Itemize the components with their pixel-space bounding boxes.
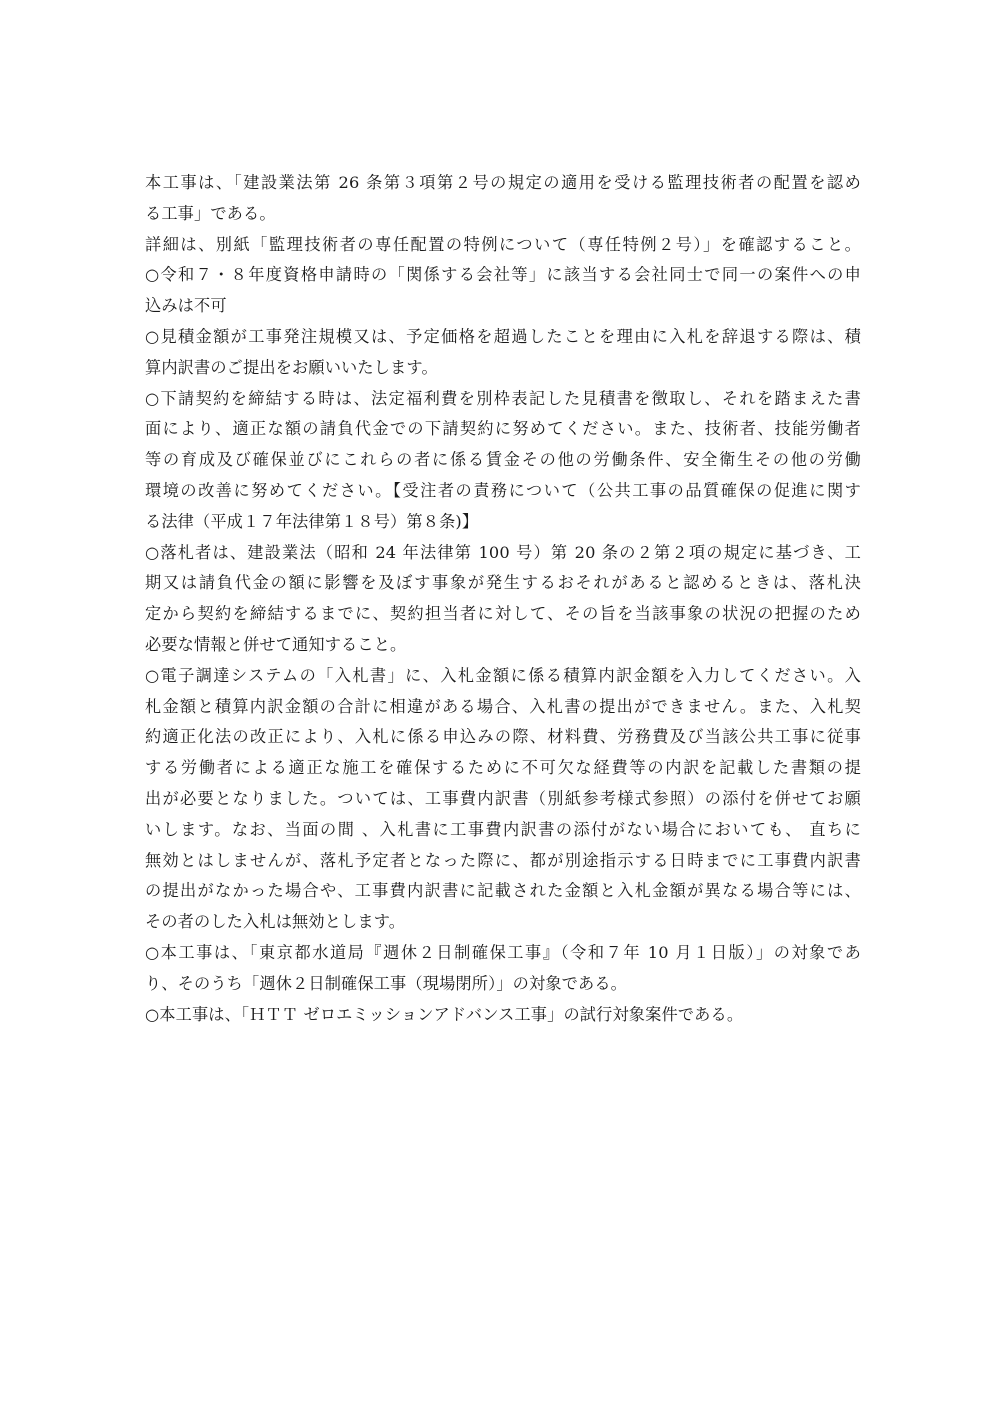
text-line: の提出がなかった場合や、工事費内訳書に記載された金額と入札金額が異なる場合等には、 — [145, 881, 861, 901]
text-line: 算内訳書のご提出をお願いいたします。 — [145, 357, 438, 377]
text-line: ○見積金額が工事発注規模又は、予定価格を超過したことを理由に入札を辞退する際は、積 — [145, 326, 861, 346]
text-line: ○本工事は、「東京都水道局『週休２日制確保工事』（令和７年 10 月１日版）」の対象であ — [145, 942, 861, 962]
text-line: 込みは不可 — [145, 296, 227, 316]
text-line: 等の育成及び確保並びにこれらの者に係る賃金その他の労働条件、安全衛生その他の労働 — [145, 450, 861, 470]
text-line: 期又は請負代金の額に影響を及ぼす事象が発生するおそれがあると認めるときは、落札決 — [145, 573, 861, 593]
text-line: ○下請契約を締結する時は、法定福利費を別枠表記した見積書を徴取し、それを踏まえた書 — [145, 388, 861, 408]
text-line: ○本工事は、「ＨＴＴ ゼロエミッションアドバンス工事」の試行対象案件である。 — [145, 1004, 744, 1024]
text-line: 約適正化法の改正により、入札に係る申込みの際、材料費、労務費及び当該公共工事に従事 — [145, 727, 861, 747]
text-line: 出が必要となりました。ついては、工事費内訳書（別紙参考様式参照）の添付を併せてお願 — [145, 788, 861, 808]
text-line: する労働者による適正な施工を確保するために不可欠な経費等の内訳を記載した書類の提 — [145, 758, 861, 778]
text-line: ○電子調達システムの「入札書」に、入札金額に係る積算内訳金額を入力してください。入 — [145, 665, 861, 685]
text-line: ○令和７・８年度資格申請時の「関係する会社等」に該当する会社同士で同一の案件への申 — [145, 265, 861, 285]
text-line: いします。なお、当面の間 、入札書に工事費内訳書の添付がない場合においても、 直ちに — [145, 819, 861, 839]
text-line: 面により、適正な額の請負代金での下請契約に努めてください。また、技術者、技能労働者 — [145, 419, 861, 439]
text-line: 無効とはしませんが、落札予定者となった際に、都が別途指示する日時までに工事費内訳書 — [145, 850, 861, 870]
text-line: 詳細は、別紙「監理技術者の専任配置の特例について（専任特例２号）」を確認すること。 — [145, 234, 861, 254]
text-line: る法律（平成１７年法律第１８号）第８条)】 — [145, 511, 479, 531]
text-line: 定から契約を締結するまでに、契約担当者に対して、その旨を当該事象の状況の把握のため — [145, 604, 861, 624]
text-line: 必要な情報と併せて通知すること。 — [145, 634, 407, 654]
text-line: 本工事は、「建設業法第 26 条第３項第２号の規定の適用を受ける監理技術者の配置を認め — [145, 173, 861, 192]
text-line: る工事」である。 — [145, 203, 276, 223]
text-line: 環境の改善に努めてください。【受注者の責務について（公共工事の品質確保の促進に関す — [145, 480, 861, 500]
text-line: その者のした入札は無効とします。 — [145, 912, 406, 932]
text-line: り、そのうち「週休２日制確保工事（現場閉所）」の対象である。 — [145, 973, 628, 993]
text-line: 札金額と積算内訳金額の合計に相違がある場合、入札書の提出ができません。また、入札契 — [145, 696, 861, 716]
document-body — [145, 168, 861, 1030]
text-line: ○落札者は、建設業法（昭和 24 年法律第 100 号）第 20 条の２第２項の規定に基づき、工 — [145, 542, 861, 562]
